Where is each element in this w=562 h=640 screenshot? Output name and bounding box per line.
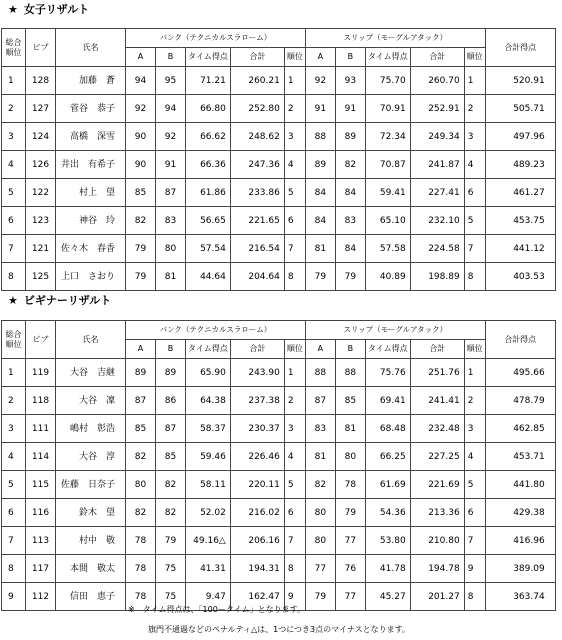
cell-slip-total: 210.80 (410, 527, 464, 555)
table-row (2, 123, 556, 151)
cell-bank-a: 92 (126, 95, 156, 123)
cell-slip-b: 89 (335, 123, 365, 151)
header-bank-time: タイム得点 (186, 340, 231, 359)
cell-slip-pos: 8 (464, 583, 485, 611)
cell-slip-pos: 1 (464, 359, 485, 387)
cell-name: 大谷 吉継 (56, 359, 126, 387)
women-results-table (1, 28, 556, 291)
cell-bank-a: 82 (126, 499, 156, 527)
cell-slip-pos: 7 (464, 527, 485, 555)
cell-rank: 9 (2, 583, 26, 611)
cell-slip-pos: 1 (464, 67, 485, 95)
cell-bank-b: 81 (156, 263, 186, 291)
cell-rank: 3 (2, 123, 26, 151)
cell-slip-total: 232.48 (410, 415, 464, 443)
cell-bank-total: 194.31 (230, 555, 284, 583)
star-icon: ★ (8, 294, 18, 307)
cell-overall: 489.23 (485, 151, 555, 179)
cell-name: 村中 敬 (56, 527, 126, 555)
cell-slip-pos: 5 (464, 207, 485, 235)
cell-slip-pos: 3 (464, 415, 485, 443)
cell-slip-b: 83 (335, 207, 365, 235)
cell-rank: 1 (2, 359, 26, 387)
cell-rank: 2 (2, 95, 26, 123)
cell-bank-pos: 2 (284, 95, 305, 123)
cell-bib: 115 (26, 471, 56, 499)
cell-rank: 8 (2, 263, 26, 291)
cell-bank-total: 162.47 (230, 583, 284, 611)
cell-slip-pos: 2 (464, 95, 485, 123)
cell-bib: 116 (26, 499, 56, 527)
cell-bib: 119 (26, 359, 56, 387)
table-row (2, 235, 556, 263)
cell-slip-time: 66.25 (365, 443, 410, 471)
cell-bank-b: 92 (156, 123, 186, 151)
cell-name: 信田 恵子 (56, 583, 126, 611)
cell-rank: 4 (2, 443, 26, 471)
cell-slip-a: 81 (305, 443, 335, 471)
header-bank-group: バンク（テクニカルスラローム） (126, 29, 306, 48)
cell-rank: 5 (2, 179, 26, 207)
cell-bank-a: 82 (126, 443, 156, 471)
cell-bib: 113 (26, 527, 56, 555)
cell-bank-a: 78 (126, 555, 156, 583)
cell-slip-a: 79 (305, 583, 335, 611)
cell-bib: 112 (26, 583, 56, 611)
cell-slip-b: 81 (335, 415, 365, 443)
cell-slip-b: 76 (335, 555, 365, 583)
cell-name: 嶋村 彰浩 (56, 415, 126, 443)
cell-bank-time: 61.86 (186, 179, 231, 207)
cell-bank-pos: 1 (284, 67, 305, 95)
table-row (2, 387, 556, 415)
cell-bank-a: 82 (126, 207, 156, 235)
header-bank-time: タイム得点 (186, 48, 231, 67)
cell-bank-b: 86 (156, 387, 186, 415)
cell-bank-total: 226.46 (230, 443, 284, 471)
cell-slip-total: 241.41 (410, 387, 464, 415)
cell-slip-a: 77 (305, 555, 335, 583)
table-row (2, 415, 556, 443)
cell-slip-b: 88 (335, 359, 365, 387)
cell-rank: 6 (2, 499, 26, 527)
cell-bib: 126 (26, 151, 56, 179)
table-row (2, 151, 556, 179)
cell-bib: 127 (26, 95, 56, 123)
header-overall: 合計得点 (485, 321, 555, 359)
cell-slip-a: 87 (305, 387, 335, 415)
cell-bank-b: 87 (156, 179, 186, 207)
cell-slip-a: 89 (305, 151, 335, 179)
cell-slip-a: 80 (305, 499, 335, 527)
cell-bank-time: 57.54 (186, 235, 231, 263)
cell-bank-time: 58.11 (186, 471, 231, 499)
cell-bank-total: 237.38 (230, 387, 284, 415)
header-slip-total: 合計 (410, 48, 464, 67)
cell-slip-a: 88 (305, 123, 335, 151)
cell-slip-total: 201.27 (410, 583, 464, 611)
cell-bank-time: 49.16△ (186, 527, 231, 555)
cell-bib: 125 (26, 263, 56, 291)
cell-slip-pos: 6 (464, 499, 485, 527)
cell-name: 上口 さおり (56, 263, 126, 291)
cell-bank-total: 252.80 (230, 95, 284, 123)
cell-name: 神谷 玲 (56, 207, 126, 235)
cell-name: 佐々木 春香 (56, 235, 126, 263)
cell-bank-a: 78 (126, 527, 156, 555)
cell-name: 佐藤 日奈子 (56, 471, 126, 499)
cell-slip-b: 78 (335, 471, 365, 499)
header-slip-time: タイム得点 (365, 48, 410, 67)
table-row (2, 471, 556, 499)
header-bank-b: B (156, 48, 186, 67)
cell-slip-time: 53.80 (365, 527, 410, 555)
cell-bank-pos: 9 (284, 583, 305, 611)
cell-bank-time: 44.64 (186, 263, 231, 291)
cell-slip-pos: 5 (464, 471, 485, 499)
cell-bank-b: 83 (156, 207, 186, 235)
cell-slip-b: 77 (335, 527, 365, 555)
cell-bib: 117 (26, 555, 56, 583)
header-overall: 合計得点 (485, 29, 555, 67)
cell-slip-a: 81 (305, 235, 335, 263)
header-bank-b: B (156, 340, 186, 359)
cell-overall: 462.85 (485, 415, 555, 443)
cell-overall: 441.80 (485, 471, 555, 499)
cell-bank-a: 80 (126, 471, 156, 499)
cell-overall: 497.96 (485, 123, 555, 151)
cell-overall: 520.91 (485, 67, 555, 95)
women-section-title (8, 3, 89, 17)
cell-slip-time: 72.34 (365, 123, 410, 151)
cell-bank-a: 90 (126, 151, 156, 179)
cell-bank-total: 204.64 (230, 263, 284, 291)
header-slip-b: B (335, 340, 365, 359)
cell-bank-b: 87 (156, 415, 186, 443)
cell-bank-time: 56.65 (186, 207, 231, 235)
cell-slip-total: 241.87 (410, 151, 464, 179)
cell-name: 大谷 凜 (56, 387, 126, 415)
cell-name: 菅谷 恭子 (56, 95, 126, 123)
table-row (2, 359, 556, 387)
cell-slip-time: 75.70 (365, 67, 410, 95)
cell-rank: 4 (2, 151, 26, 179)
cell-bank-a: 79 (126, 263, 156, 291)
header-slip-b: B (335, 48, 365, 67)
cell-slip-total: 232.10 (410, 207, 464, 235)
cell-bank-b: 82 (156, 471, 186, 499)
header-bank-a: A (126, 340, 156, 359)
cell-slip-pos: 7 (464, 235, 485, 263)
cell-bank-b: 91 (156, 151, 186, 179)
cell-overall: 403.53 (485, 263, 555, 291)
header-bib: ビブ (26, 321, 56, 359)
cell-slip-total: 227.25 (410, 443, 464, 471)
cell-bank-total: 206.16 (230, 527, 284, 555)
cell-bank-total: 248.62 (230, 123, 284, 151)
cell-slip-pos: 9 (464, 555, 485, 583)
cell-bank-time: 66.62 (186, 123, 231, 151)
header-bib: ビブ (26, 29, 56, 67)
cell-slip-a: 80 (305, 527, 335, 555)
cell-bank-pos: 6 (284, 207, 305, 235)
cell-bank-pos: 6 (284, 499, 305, 527)
cell-slip-total: 251.76 (410, 359, 464, 387)
cell-bank-time: 66.36 (186, 151, 231, 179)
cell-bank-total: 247.36 (230, 151, 284, 179)
cell-slip-time: 40.89 (365, 263, 410, 291)
cell-slip-total: 213.36 (410, 499, 464, 527)
cell-slip-total: 227.41 (410, 179, 464, 207)
cell-name: 高橋 深雪 (56, 123, 126, 151)
cell-slip-b: 79 (335, 499, 365, 527)
cell-bank-pos: 7 (284, 235, 305, 263)
header-bank-total: 合計 (230, 340, 284, 359)
cell-name: 加藤 蒼 (56, 67, 126, 95)
cell-overall: 505.71 (485, 95, 555, 123)
cell-bank-a: 85 (126, 179, 156, 207)
cell-slip-time: 69.41 (365, 387, 410, 415)
cell-bank-total: 230.37 (230, 415, 284, 443)
note-time-score: ※ タイム得点は、「100ータイム」となります。 (128, 605, 306, 614)
cell-bank-pos: 3 (284, 415, 305, 443)
cell-slip-time: 70.87 (365, 151, 410, 179)
header-slip-a: A (305, 340, 335, 359)
cell-bib: 121 (26, 235, 56, 263)
cell-slip-b: 82 (335, 151, 365, 179)
cell-bank-time: 66.80 (186, 95, 231, 123)
cell-slip-pos: 2 (464, 387, 485, 415)
cell-bank-b: 89 (156, 359, 186, 387)
header-slip-group: スリップ（モーグルアタック） (305, 321, 485, 340)
cell-bank-a: 79 (126, 235, 156, 263)
cell-slip-time: 75.76 (365, 359, 410, 387)
cell-bank-a: 90 (126, 123, 156, 151)
cell-bank-pos: 1 (284, 359, 305, 387)
beginner-title-text: ビギナーリザルト (23, 294, 112, 307)
cell-bank-b: 80 (156, 235, 186, 263)
cell-slip-a: 92 (305, 67, 335, 95)
table-row (2, 207, 556, 235)
header-slip-time: タイム得点 (365, 340, 410, 359)
cell-slip-time: 57.58 (365, 235, 410, 263)
cell-bank-pos: 8 (284, 263, 305, 291)
header-bank-total: 合計 (230, 48, 284, 67)
cell-slip-a: 88 (305, 359, 335, 387)
header-name: 氏名 (56, 29, 126, 67)
header-slip-group: スリップ（モーグルアタック） (305, 29, 485, 48)
cell-rank: 7 (2, 235, 26, 263)
cell-slip-total: 194.78 (410, 555, 464, 583)
cell-bank-a: 87 (126, 387, 156, 415)
cell-overall: 441.12 (485, 235, 555, 263)
cell-overall: 495.66 (485, 359, 555, 387)
cell-slip-total: 260.70 (410, 67, 464, 95)
cell-bib: 111 (26, 415, 56, 443)
table-row (2, 527, 556, 555)
cell-bank-time: 41.31 (186, 555, 231, 583)
header-slip-a: A (305, 48, 335, 67)
cell-slip-time: 65.10 (365, 207, 410, 235)
cell-overall: 363.74 (485, 583, 555, 611)
cell-slip-a: 83 (305, 415, 335, 443)
header-rank: 総合 順位 (2, 29, 26, 67)
header-bank-group: バンク（テクニカルスラローム） (126, 321, 306, 340)
cell-bank-b: 85 (156, 443, 186, 471)
cell-bank-pos: 8 (284, 555, 305, 583)
cell-bank-total: 221.65 (230, 207, 284, 235)
cell-bank-pos: 4 (284, 443, 305, 471)
cell-bank-b: 75 (156, 555, 186, 583)
cell-bank-pos: 5 (284, 179, 305, 207)
header-slip-pos: 順位 (464, 340, 485, 359)
cell-bank-pos: 2 (284, 387, 305, 415)
cell-slip-pos: 6 (464, 179, 485, 207)
cell-slip-a: 84 (305, 207, 335, 235)
cell-bank-time: 52.02 (186, 499, 231, 527)
table-row (2, 443, 556, 471)
cell-slip-pos: 8 (464, 263, 485, 291)
cell-overall: 453.71 (485, 443, 555, 471)
cell-slip-total: 224.58 (410, 235, 464, 263)
cell-rank: 8 (2, 555, 26, 583)
table-row (2, 179, 556, 207)
cell-bank-total: 233.86 (230, 179, 284, 207)
cell-bank-total: 216.54 (230, 235, 284, 263)
cell-bank-pos: 7 (284, 527, 305, 555)
cell-slip-pos: 4 (464, 443, 485, 471)
cell-bank-b: 95 (156, 67, 186, 95)
cell-bank-a: 94 (126, 67, 156, 95)
cell-slip-a: 79 (305, 263, 335, 291)
star-icon: ★ (8, 3, 18, 16)
cell-slip-total: 198.89 (410, 263, 464, 291)
table-row (2, 555, 556, 583)
header-bank-pos: 順位 (284, 48, 305, 67)
cell-overall: 389.09 (485, 555, 555, 583)
beginner-results-table (1, 320, 556, 611)
cell-slip-a: 91 (305, 95, 335, 123)
cell-bib: 123 (26, 207, 56, 235)
cell-rank: 3 (2, 415, 26, 443)
cell-name: 本間 敬太 (56, 555, 126, 583)
note-penalty: 旗門不通過などのペナルティ△は、1つにつき3点のマイナスとなります。 (148, 625, 411, 634)
cell-bank-total: 243.90 (230, 359, 284, 387)
cell-bank-b: 94 (156, 95, 186, 123)
cell-bank-pos: 5 (284, 471, 305, 499)
cell-slip-a: 84 (305, 179, 335, 207)
cell-slip-time: 61.69 (365, 471, 410, 499)
table-row (2, 95, 556, 123)
cell-bank-pos: 4 (284, 151, 305, 179)
cell-bank-time: 59.46 (186, 443, 231, 471)
cell-bank-time: 65.90 (186, 359, 231, 387)
cell-rank: 2 (2, 387, 26, 415)
cell-rank: 1 (2, 67, 26, 95)
cell-bank-total: 260.21 (230, 67, 284, 95)
cell-bank-time: 64.38 (186, 387, 231, 415)
cell-overall: 429.38 (485, 499, 555, 527)
cell-overall: 461.27 (485, 179, 555, 207)
cell-slip-a: 82 (305, 471, 335, 499)
cell-bank-b: 79 (156, 527, 186, 555)
cell-slip-time: 41.78 (365, 555, 410, 583)
header-bank-a: A (126, 48, 156, 67)
header-name: 氏名 (56, 321, 126, 359)
cell-slip-pos: 4 (464, 151, 485, 179)
cell-bib: 124 (26, 123, 56, 151)
cell-overall: 478.79 (485, 387, 555, 415)
cell-slip-total: 252.91 (410, 95, 464, 123)
cell-bank-time: 58.37 (186, 415, 231, 443)
cell-slip-total: 221.69 (410, 471, 464, 499)
cell-slip-total: 249.34 (410, 123, 464, 151)
cell-bib: 114 (26, 443, 56, 471)
cell-slip-b: 84 (335, 235, 365, 263)
table-row (2, 263, 556, 291)
cell-name: 井出 有希子 (56, 151, 126, 179)
header-slip-pos: 順位 (464, 48, 485, 67)
cell-bank-a: 78 (126, 583, 156, 611)
cell-slip-pos: 3 (464, 123, 485, 151)
cell-rank: 7 (2, 527, 26, 555)
cell-bank-b: 75 (156, 583, 186, 611)
cell-bank-pos: 3 (284, 123, 305, 151)
cell-slip-b: 91 (335, 95, 365, 123)
cell-slip-time: 45.27 (365, 583, 410, 611)
cell-slip-time: 70.91 (365, 95, 410, 123)
cell-slip-b: 80 (335, 443, 365, 471)
cell-overall: 453.75 (485, 207, 555, 235)
cell-slip-b: 93 (335, 67, 365, 95)
table-row (2, 67, 556, 95)
cell-slip-b: 84 (335, 179, 365, 207)
cell-bib: 118 (26, 387, 56, 415)
cell-rank: 6 (2, 207, 26, 235)
header-bank-pos: 順位 (284, 340, 305, 359)
cell-slip-b: 85 (335, 387, 365, 415)
cell-slip-time: 68.48 (365, 415, 410, 443)
cell-bank-total: 216.02 (230, 499, 284, 527)
cell-name: 村上 望 (56, 179, 126, 207)
cell-bank-total: 220.11 (230, 471, 284, 499)
cell-bank-b: 82 (156, 499, 186, 527)
cell-bank-a: 85 (126, 415, 156, 443)
cell-bank-a: 89 (126, 359, 156, 387)
women-title-text: 女子リザルト (23, 3, 90, 16)
cell-bib: 128 (26, 67, 56, 95)
beginner-section-title (8, 294, 111, 308)
cell-overall: 416.96 (485, 527, 555, 555)
cell-bib: 122 (26, 179, 56, 207)
cell-bank-time: 71.21 (186, 67, 231, 95)
table-row (2, 499, 556, 527)
cell-slip-b: 79 (335, 263, 365, 291)
cell-slip-time: 54.36 (365, 499, 410, 527)
cell-slip-time: 59.41 (365, 179, 410, 207)
header-rank: 総合 順位 (2, 321, 26, 359)
cell-slip-b: 77 (335, 583, 365, 611)
cell-name: 鈴木 望 (56, 499, 126, 527)
header-slip-total: 合計 (410, 340, 464, 359)
cell-bank-time: 9.47 (186, 583, 231, 611)
cell-name: 大谷 淳 (56, 443, 126, 471)
cell-rank: 5 (2, 471, 26, 499)
